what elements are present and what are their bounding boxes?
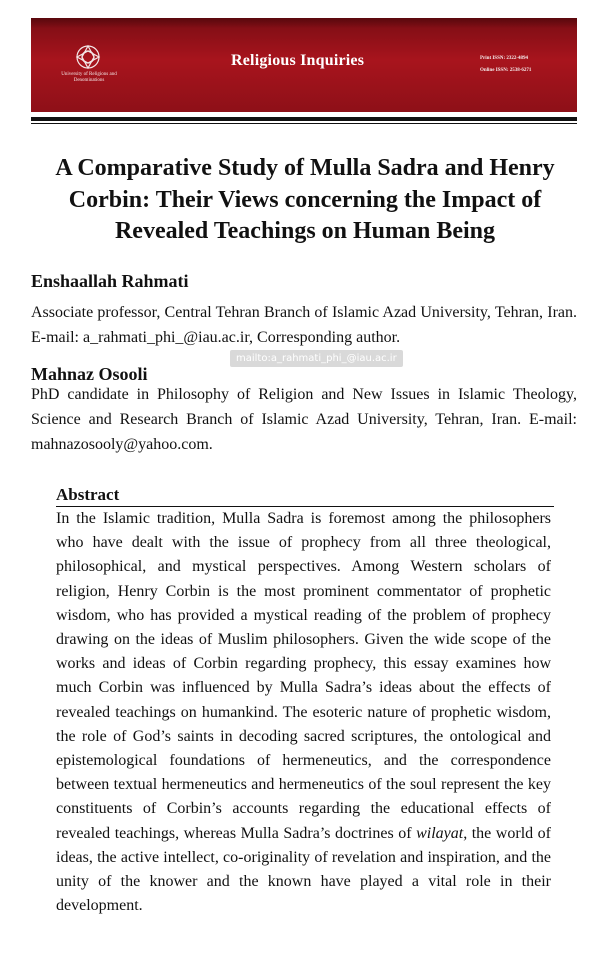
abstract-heading: Abstract xyxy=(56,484,554,507)
author-name-1: Enshaallah Rahmati xyxy=(31,271,189,291)
header-rule-thick xyxy=(31,117,577,121)
author-affiliation-2[interactable]: PhD candidate in Philosophy of Religion and New Issues in Islamic Theology, Science and Research Branch of Islamic Azad University, Tehran, Iran. E-mail: mahnazosooly@yahoo.com. xyxy=(31,386,577,453)
abstract-text-part1: In the Islamic tradition, Mulla Sadra is foremost among the philosophers who have dealt with the issue of prophecy from all three theological, philosophical, and mystical perspectives. Among Western scholars of religion, Henry Corbin is the most prominent commentator of prophetic wisdom, who has provided a mystical reading of the problem of prophecy drawing on the ideas of Muslim philosophers. Given the wide scope of the works and ideas of Corbin regarding prophecy, this essay examines how much Corbin was influenced by Mulla Sadra’s ideas about the effects of revealed teachings on humankind. The esoteric nature of prophetic wisdom, the role of God’s saints in decoding sacred scriptures, the ontological and epistemological foundations of hermeneutics, and the correspondence between textual hermeneutics and hermeneutics of the soul represent the key constituents of Corbin’s accounts regarding the educational effects of revealed teachings, whereas Mulla Sadra’s doctrines of xyxy=(56,510,551,842)
logo-caption: University of Religions and Denominations xyxy=(61,72,117,83)
author-name-2: Mahnaz Osooli xyxy=(31,364,148,384)
author-affiliation-1[interactable]: Associate professor, Central Tehran Branch of Islamic Azad University, Tehran, Iran. E-mail: a_rahmati_phi_@iau.ac.ir, Corresponding author. xyxy=(31,304,577,346)
link-tooltip: mailto:a_rahmati_phi_@iau.ac.ir xyxy=(230,350,403,367)
abstract-text xyxy=(56,507,551,918)
university-logo-icon xyxy=(73,42,103,72)
journal-title: Religious Inquiries xyxy=(231,52,365,69)
issn-print: Print ISSN: 2322-4894 xyxy=(480,56,529,61)
article-title: A Comparative Study of Mulla Sadra and Henry Corbin: Their Views concerning the Impact of Revealed Teachings on Human Being xyxy=(55,155,555,244)
abstract-italic-term: wilayat xyxy=(416,824,464,842)
abstract-text-part2: , the world of ideas, the active intellect, co-originality of revelation and inspiration, and the unity of the knower and the known have played a vital role in their development. xyxy=(56,824,552,915)
header-rule-thin xyxy=(31,123,577,124)
issn-online: Online ISSN: 2538-6271 xyxy=(480,68,532,73)
journal-banner xyxy=(31,18,577,112)
